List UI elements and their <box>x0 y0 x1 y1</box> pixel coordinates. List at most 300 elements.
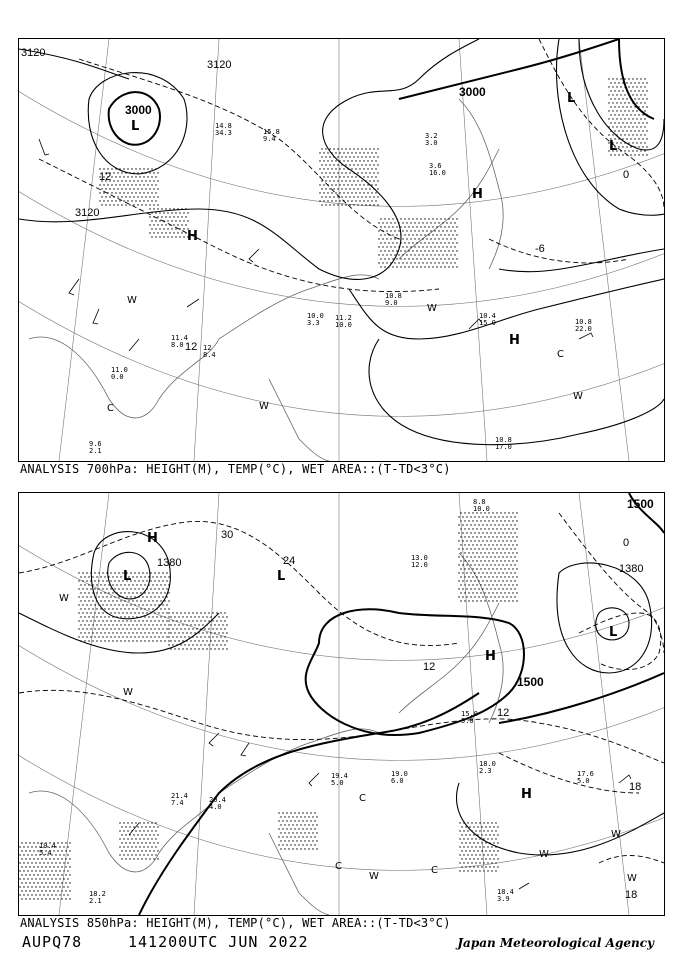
wet-area-dot <box>496 560 497 561</box>
cold-center: C <box>107 403 114 414</box>
wet-area-dot <box>137 196 138 197</box>
wet-area-dot <box>422 254 423 255</box>
wet-area-dot <box>139 192 140 193</box>
wet-area-dot <box>280 824 281 825</box>
wet-area-dot <box>47 878 48 879</box>
wet-area-dot <box>490 532 491 533</box>
wet-area-dot <box>476 568 477 569</box>
wet-area-dot <box>444 258 445 259</box>
wet-area-dot <box>168 624 169 625</box>
wet-area-dot <box>470 548 471 549</box>
wet-area-dot <box>147 168 148 169</box>
wet-area-dot <box>481 834 482 835</box>
wet-area-dot <box>49 898 50 899</box>
wet-area-dot <box>316 840 317 841</box>
wet-area-dot <box>470 588 471 589</box>
wet-area-dot <box>496 512 497 513</box>
wet-area-dot <box>514 524 515 525</box>
wet-area-dot <box>131 854 132 855</box>
wet-area-dot <box>329 204 330 205</box>
wet-area-dot <box>125 180 126 181</box>
wet-area-dot <box>308 832 309 833</box>
wet-area-dot <box>416 242 417 243</box>
wet-area-dot <box>143 838 144 839</box>
wet-area-dot <box>154 620 155 621</box>
wet-area-dot <box>351 200 352 201</box>
wet-area-dot <box>428 250 429 251</box>
wet-area-dot <box>80 600 81 601</box>
wet-area-dot <box>478 572 479 573</box>
wet-area-dot <box>39 862 40 863</box>
wet-area-dot <box>620 118 621 119</box>
wet-area-dot <box>176 636 177 637</box>
wet-area-dot <box>114 588 115 589</box>
wet-area-dot <box>168 640 169 641</box>
wet-area-dot <box>508 600 509 601</box>
wet-area-dot <box>150 604 151 605</box>
wet-area-dot <box>142 588 143 589</box>
wet-area-dot <box>487 862 488 863</box>
wet-area-dot <box>462 556 463 557</box>
wet-area-dot <box>127 200 128 201</box>
wet-area-dot <box>622 90 623 91</box>
wet-area-dot <box>484 552 485 553</box>
obs-temp: 11.2 <box>335 314 352 322</box>
wet-area-dot <box>152 576 153 577</box>
wet-area-dot <box>166 636 167 637</box>
wet-area-dot <box>180 612 181 613</box>
wet-area-dot <box>67 870 68 871</box>
wet-area-dot <box>174 632 175 633</box>
wet-area-dot <box>485 834 486 835</box>
wet-area-dot <box>466 548 467 549</box>
wet-area-dot <box>476 536 477 537</box>
wet-area-dot <box>184 636 185 637</box>
wet-area-dot <box>412 258 413 259</box>
wet-area-dot <box>142 612 143 613</box>
wet-area-dot <box>357 180 358 181</box>
wet-area-dot <box>57 898 58 899</box>
wet-area-dot <box>69 858 70 859</box>
wet-area-dot <box>164 640 165 641</box>
wet-area-dot <box>144 624 145 625</box>
height-label: 3000 <box>125 103 152 117</box>
wet-area-dot <box>43 894 44 895</box>
wet-area-dot <box>123 822 124 823</box>
wet-area-dot <box>493 826 494 827</box>
wet-area-dot <box>495 838 496 839</box>
wet-area-dot <box>369 172 370 173</box>
wet-area-dot <box>626 106 627 107</box>
wet-area-dot <box>147 846 148 847</box>
wet-area-dot <box>194 616 195 617</box>
wet-area-dot <box>359 152 360 153</box>
wet-area-dot <box>127 176 128 177</box>
wet-area-dot <box>23 886 24 887</box>
wet-area-dot <box>157 858 158 859</box>
wet-area-dot <box>151 854 152 855</box>
wet-area-dot <box>628 86 629 87</box>
wet-area-dot <box>92 608 93 609</box>
wet-area-dot <box>510 556 511 557</box>
wet-area-dot <box>172 644 173 645</box>
station-obs <box>575 319 592 333</box>
wet-area-dot <box>459 862 460 863</box>
wet-area-dot <box>462 548 463 549</box>
wet-area-dot <box>145 188 146 189</box>
wet-area-dot <box>158 628 159 629</box>
wet-area-dot <box>630 130 631 131</box>
wet-area-dot <box>222 640 223 641</box>
wet-area-dot <box>27 878 28 879</box>
wet-area-dot <box>638 122 639 123</box>
wet-area-dot <box>25 866 26 867</box>
wet-area-dot <box>31 886 32 887</box>
obs-dewpoint-depression: 7.4 <box>171 799 184 807</box>
wet-area-dot <box>172 636 173 637</box>
wet-area-dot <box>486 516 487 517</box>
wet-area-dot <box>478 524 479 525</box>
wet-area-dot <box>471 822 472 823</box>
wet-area-dot <box>514 580 515 581</box>
wet-area-dot <box>196 644 197 645</box>
wet-area-dot <box>118 588 119 589</box>
low-center: L <box>277 569 286 584</box>
wet-area-dot <box>365 148 366 149</box>
wet-area-dot <box>202 624 203 625</box>
wet-area-dot <box>145 850 146 851</box>
wet-area-dot <box>163 212 164 213</box>
wet-area-dot <box>343 176 344 177</box>
wet-area-dot <box>484 568 485 569</box>
wet-area-dot <box>490 596 491 597</box>
wet-area-dot <box>80 592 81 593</box>
wet-area-dot <box>142 580 143 581</box>
wet-area-dot <box>160 632 161 633</box>
station-obs <box>215 123 232 137</box>
high-center: H <box>485 649 496 664</box>
warm-center: W <box>539 849 549 860</box>
wet-area-dot <box>280 816 281 817</box>
wet-area-dot <box>69 898 70 899</box>
wet-area-dot <box>61 874 62 875</box>
wet-area-dot <box>367 184 368 185</box>
wet-area-dot <box>404 250 405 251</box>
wet-area-dot <box>308 848 309 849</box>
warm-center: W <box>611 829 621 840</box>
wet-area-dot <box>114 636 115 637</box>
wet-area-dot <box>402 238 403 239</box>
wet-area-dot <box>463 830 464 831</box>
wet-area-dot <box>178 648 179 649</box>
wet-area-dot <box>386 230 387 231</box>
wet-area-dot <box>452 266 453 267</box>
wet-area-dot <box>361 148 362 149</box>
wet-area-dot <box>510 588 511 589</box>
wet-area-dot <box>214 640 215 641</box>
wet-area-dot <box>147 838 148 839</box>
wet-area-dot <box>149 204 150 205</box>
wet-area-dot <box>137 204 138 205</box>
wet-area-dot <box>140 624 141 625</box>
wet-area-dot <box>386 222 387 223</box>
wet-area-dot <box>145 858 146 859</box>
wet-area-dot <box>467 862 468 863</box>
wet-area-dot <box>181 224 182 225</box>
wet-area-dot <box>396 266 397 267</box>
wet-area-dot <box>127 830 128 831</box>
wet-area-dot <box>123 184 124 185</box>
wet-area-dot <box>110 588 111 589</box>
wet-area-dot <box>456 266 457 267</box>
wet-area-dot <box>510 596 511 597</box>
wet-area-dot <box>21 882 22 883</box>
wet-area-dot <box>115 200 116 201</box>
wet-area-dot <box>644 78 645 79</box>
wet-area-dot <box>118 628 119 629</box>
wet-area-dot <box>27 870 28 871</box>
wet-area-dot <box>43 886 44 887</box>
wet-area-dot <box>140 584 141 585</box>
wet-area-dot <box>310 828 311 829</box>
wet-area-dot <box>436 266 437 267</box>
wet-area-dot <box>166 572 167 573</box>
wet-area-dot <box>493 858 494 859</box>
wet-area-dot <box>192 620 193 621</box>
wet-area-dot <box>474 580 475 581</box>
wet-area-dot <box>278 844 279 845</box>
wet-area-dot <box>120 592 121 593</box>
wet-area-dot <box>78 596 79 597</box>
wet-area-dot <box>173 216 174 217</box>
wet-area-dot <box>506 596 507 597</box>
wet-area-dot <box>480 584 481 585</box>
wet-area-dot <box>304 816 305 817</box>
wet-area-dot <box>102 572 103 573</box>
wet-area-dot <box>638 138 639 139</box>
wet-area-dot <box>618 122 619 123</box>
wet-area-dot <box>510 516 511 517</box>
wet-area-dot <box>464 544 465 545</box>
wet-area-dot <box>154 580 155 581</box>
wet-area-dot <box>124 584 125 585</box>
wet-area-dot <box>440 266 441 267</box>
wet-area-dot <box>490 516 491 517</box>
wet-area-dot <box>112 608 113 609</box>
wet-area-dot <box>476 592 477 593</box>
wet-area-dot <box>516 568 517 569</box>
wet-areas <box>99 78 647 267</box>
wet-area-dot <box>214 632 215 633</box>
wet-area-dot <box>156 584 157 585</box>
wet-area-dot <box>96 616 97 617</box>
wet-area-dot <box>628 110 629 111</box>
wet-area-dot <box>365 164 366 165</box>
wet-area-dot <box>444 226 445 227</box>
wet-area-dot <box>202 640 203 641</box>
wet-area-dot <box>494 548 495 549</box>
wet-area-dot <box>116 576 117 577</box>
wet-area-dot <box>137 858 138 859</box>
wet-area-dot <box>472 520 473 521</box>
wet-area-dot <box>488 528 489 529</box>
wet-area-dot <box>288 832 289 833</box>
wet-area-dot <box>114 604 115 605</box>
wet-area-dot <box>108 592 109 593</box>
wet-area-dot <box>512 600 513 601</box>
wet-area-dot <box>25 858 26 859</box>
wet-area-dot <box>636 134 637 135</box>
wet-area-dot <box>632 142 633 143</box>
obs-dewpoint-depression: 8.4 <box>203 351 216 359</box>
wet-area-dot <box>351 152 352 153</box>
wet-area-dot <box>86 580 87 581</box>
wet-area-dot <box>321 180 322 181</box>
wet-area-dot <box>483 822 484 823</box>
wet-area-dot <box>159 220 160 221</box>
wet-area-dot <box>120 584 121 585</box>
wet-area-dot <box>224 612 225 613</box>
wet-area-dot <box>488 560 489 561</box>
wet-area-dot <box>154 572 155 573</box>
wet-area-dot <box>450 238 451 239</box>
wet-area-dot <box>124 632 125 633</box>
caption-850hpa: ANALYSIS 850hPa: HEIGHT(M), TEMP(°C), WET AREA::(T-TD<3°C) <box>20 916 451 930</box>
wet-area-dot <box>485 842 486 843</box>
wet-area-dot <box>420 258 421 259</box>
wet-area-dot <box>198 624 199 625</box>
wet-area-dot <box>182 632 183 633</box>
wet-area-dot <box>183 228 184 229</box>
wet-area-dot <box>23 894 24 895</box>
wet-area-dot <box>466 596 467 597</box>
wet-area-dot <box>469 826 470 827</box>
wet-area-dot <box>331 160 332 161</box>
wet-area-dot <box>136 608 137 609</box>
wet-area-dot <box>132 600 133 601</box>
wet-area-dot <box>329 156 330 157</box>
wet-area-dot <box>357 172 358 173</box>
wet-area-dot <box>468 600 469 601</box>
wet-area-dot <box>134 620 135 621</box>
wet-area-dot <box>319 152 320 153</box>
wet-area-dot <box>69 850 70 851</box>
wet-area-dot <box>129 196 130 197</box>
wet-area-dot <box>363 192 364 193</box>
wet-area-dot <box>224 620 225 621</box>
wet-area-dot <box>323 168 324 169</box>
wet-area-dot <box>408 226 409 227</box>
wet-area-dot <box>47 862 48 863</box>
wet-area-dot <box>498 580 499 581</box>
wet-area-dot <box>148 632 149 633</box>
wet-area-dot <box>113 188 114 189</box>
wet-area-dot <box>500 576 501 577</box>
wet-area-dot <box>404 218 405 219</box>
wet-area-dot <box>333 180 334 181</box>
wet-area-dot <box>349 180 350 181</box>
high-center: H <box>521 787 532 802</box>
wet-area-dot <box>339 152 340 153</box>
wet-area-dot <box>640 126 641 127</box>
isotherm-label: 30 <box>221 529 234 541</box>
wet-area-dot <box>642 138 643 139</box>
wet-area-dot <box>154 588 155 589</box>
wet-area-dot <box>396 242 397 243</box>
wet-area-dot <box>29 842 30 843</box>
wet-area-dot <box>508 544 509 545</box>
wet-area-dot <box>478 516 479 517</box>
wet-area-dot <box>57 850 58 851</box>
wet-area-dot <box>424 242 425 243</box>
wet-area-dot <box>512 592 513 593</box>
wet-area-dot <box>420 250 421 251</box>
wet-area-dot <box>506 572 507 573</box>
wet-area-dot <box>484 528 485 529</box>
wet-area-dot <box>432 226 433 227</box>
wet-area-dot <box>642 130 643 131</box>
wet-area-dot <box>175 220 176 221</box>
wet-area-dot <box>302 836 303 837</box>
wet-area-dot <box>353 148 354 149</box>
wet-area-dot <box>331 184 332 185</box>
wet-area-dot <box>168 644 169 645</box>
wet-area-dot <box>400 266 401 267</box>
wet-area-dot <box>516 528 517 529</box>
wet-area-dot <box>138 604 139 605</box>
wet-area-dot <box>158 612 159 613</box>
wet-area-dot <box>165 224 166 225</box>
wet-area-dot <box>373 180 374 181</box>
wet-area-dot <box>386 262 387 263</box>
wet-area-dot <box>118 620 119 621</box>
wet-area-dot <box>377 204 378 205</box>
wet-area-dot <box>128 632 129 633</box>
wet-area-dot <box>325 156 326 157</box>
obs-temp: 18.2 <box>89 890 106 898</box>
wet-area-dot <box>153 188 154 189</box>
wet-area-dot <box>488 536 489 537</box>
wet-area-dot <box>480 592 481 593</box>
wet-area-dot <box>216 644 217 645</box>
wet-area-dot <box>446 254 447 255</box>
wet-area-dot <box>55 862 56 863</box>
wet-area-dot <box>194 640 195 641</box>
wet-area-dot <box>412 218 413 219</box>
wet-area-dot <box>319 168 320 169</box>
wet-area-dot <box>493 866 494 867</box>
wet-area-dot <box>482 580 483 581</box>
wet-area-dot <box>422 222 423 223</box>
wet-area-dot <box>378 254 379 255</box>
wet-area-dot <box>106 604 107 605</box>
wet-area-dot <box>208 636 209 637</box>
wet-area-dot <box>136 584 137 585</box>
wet-area-dot <box>107 184 108 185</box>
wet-area-dot <box>487 870 488 871</box>
wet-area-dot <box>489 834 490 835</box>
wet-area-dot <box>218 632 219 633</box>
wet-area-dot <box>424 226 425 227</box>
wet-area-dot <box>314 836 315 837</box>
wet-area-dot <box>19 854 20 855</box>
wet-area-dot <box>369 156 370 157</box>
wet-area-dot <box>180 620 181 621</box>
wet-area-dot <box>483 854 484 855</box>
wet-area-dot <box>120 624 121 625</box>
wet-area-dot <box>122 604 123 605</box>
wet-area-dot <box>476 528 477 529</box>
